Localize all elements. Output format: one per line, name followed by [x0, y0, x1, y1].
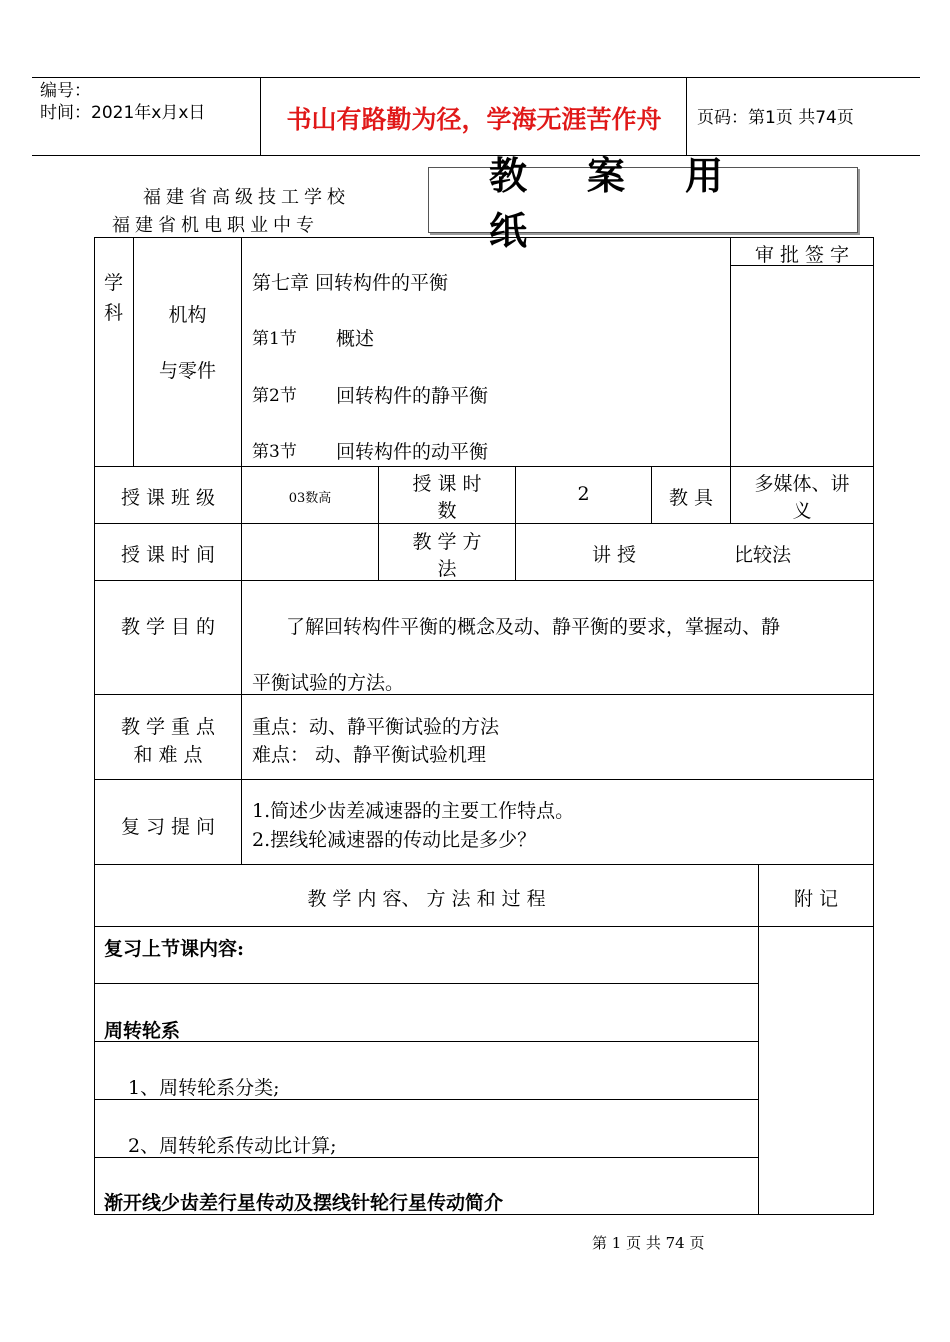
tools-value: 义 [792, 500, 812, 522]
time-label: 授 课 时 间 [120, 544, 216, 566]
table-rule [133, 237, 134, 466]
review-question: 2.摆线轮减速器的传动比是多少？ [252, 829, 537, 851]
chapter-title: 第七章 回转构件的平衡 [252, 272, 449, 294]
subject-name: 与零件 [158, 360, 216, 382]
section-number: 第2节 [252, 386, 297, 406]
section-title: 回转构件的动平衡 [336, 441, 489, 463]
difficulty-point: 难点： 动、静平衡试验机理 [252, 744, 487, 766]
table-rule [758, 864, 759, 1214]
key-label: 教 学 重 点 [120, 716, 216, 738]
school-line-2: 福建省机电职业中专 [112, 215, 319, 236]
subject-label: 学 [104, 272, 124, 294]
content-line: 渐开线少齿差行星传动及摆线针轮行星传动简介 [104, 1192, 504, 1214]
subject-label: 科 [104, 302, 124, 324]
table-rule [94, 1041, 758, 1042]
school-line-1: 福建省高级技工学校 [143, 187, 350, 208]
notes-header: 附 记 [793, 888, 839, 910]
tools-label: 教 具 [668, 487, 714, 509]
section-title: 概述 [336, 328, 375, 350]
method-value: 比较法 [734, 544, 792, 566]
table-rule [873, 237, 874, 1215]
review-question: 1.简述少齿差减速器的主要工作特点。 [252, 800, 575, 822]
number-label: 编号： [40, 81, 91, 101]
page-label: 页码：第1页 共74页 [697, 108, 854, 128]
content-line: 周转轮系 [104, 1020, 181, 1042]
header-divider [260, 77, 261, 155]
goal-text: 平衡试验的方法。 [252, 672, 405, 694]
page-footer: 第 1 页 共 74 页 [592, 1234, 705, 1252]
class-label: 授 课 班 级 [120, 487, 216, 509]
tools-value: 多媒体、讲 [754, 473, 850, 495]
goal-text: 了解回转构件平衡的概念及动、静平衡的要求，掌握动、静 [286, 616, 781, 638]
page-title: 教案用纸 [489, 154, 784, 253]
section-number: 第3节 [252, 442, 297, 462]
header-divider [686, 77, 687, 155]
method-label: 教 学 方 [412, 531, 482, 553]
key-point: 重点：动、静平衡试验的方法 [252, 716, 500, 738]
class-value: 03数高 [288, 491, 332, 506]
goal-label: 教 学 目 的 [120, 616, 216, 638]
header-top-rule [32, 77, 920, 78]
method-value: 讲 授 [592, 544, 637, 566]
table-rule [94, 864, 873, 865]
content-line: 2、周转轮系传动比计算; [128, 1135, 337, 1157]
time-label: 时间：2021年x月x日 [40, 103, 206, 123]
approval-label: 审 批 签 字 [754, 244, 850, 266]
method-label: 法 [437, 558, 457, 580]
content-line: 1、周转轮系分类; [128, 1077, 280, 1099]
table-rule [94, 779, 873, 780]
section-title: 回转构件的静平衡 [336, 385, 489, 407]
table-rule [94, 523, 873, 524]
subject-name: 机构 [168, 304, 207, 326]
hours-label: 数 [437, 500, 457, 522]
content-line: 复习上节课内容: [104, 938, 245, 960]
hours-label: 授 课 时 [412, 473, 482, 495]
hours-value: 2 [577, 483, 590, 505]
title-box [428, 154, 858, 253]
section-number: 第1节 [252, 329, 297, 349]
table-rule [94, 926, 873, 927]
key-label: 和 难 点 [133, 744, 203, 766]
table-rule [94, 694, 873, 695]
table-rule [241, 237, 242, 864]
table-rule [94, 466, 873, 467]
table-rule [94, 237, 873, 238]
motto: 书山有路勤为径，学海无涯苦作舟 [286, 105, 662, 134]
content-header: 教 学 内 容、 方 法 和 过 程 [307, 888, 546, 910]
table-rule [94, 983, 758, 984]
review-label: 复 习 提 问 [120, 816, 216, 838]
